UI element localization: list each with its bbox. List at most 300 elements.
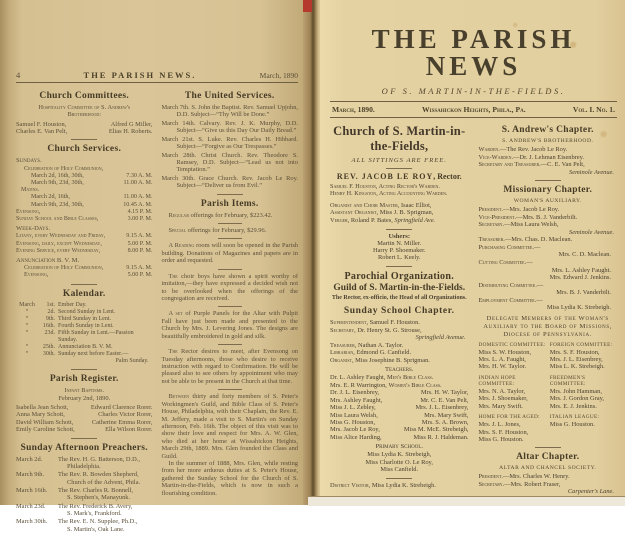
committee-names [479, 421, 546, 443]
service-dates: March 9th, 23d, 30th, [31, 201, 84, 208]
name-row [16, 121, 153, 128]
section-title-andrews: S. Andrew's Chapter. [501, 125, 594, 135]
officer-role: Secretary, [330, 326, 358, 334]
church-title: Church of S. Martin-in-the-Fields, [333, 124, 466, 153]
divider [386, 266, 412, 267]
committee-names [550, 388, 617, 410]
united-service-item: March 30th. Grace Church. Rev. Jacob Le Roy. Subject—“Deliver us from Evil.” [161, 174, 298, 190]
kalendar-item [16, 309, 153, 316]
divider [71, 139, 97, 140]
kalendar-item [16, 330, 153, 344]
officer-name: Nathan A. Taylor. [358, 341, 404, 349]
class-name: Women's Bible Class. [388, 381, 442, 389]
committee-header: DOMESTIC COMMITTEE: [478, 341, 546, 348]
name-row [16, 404, 153, 411]
officer-role: Secretary.— [478, 480, 511, 488]
preacher-item [16, 471, 153, 486]
officer-line [479, 297, 618, 305]
parish-item-paragraph [162, 273, 299, 303]
service-time: 9.15 A. M. [126, 233, 153, 240]
preacher-date: March 30th. [16, 518, 48, 526]
officer-line [479, 481, 618, 489]
committee-block-home-aged [479, 414, 546, 443]
officer-item [479, 473, 618, 481]
sunday-school-officers [330, 319, 469, 364]
kalendar-item [16, 302, 153, 309]
officer-role: President.— [478, 206, 510, 214]
name-right: Charles Victor Rorer, [98, 411, 153, 419]
divider [71, 369, 97, 370]
name-right: Alfred G Miller, [110, 120, 153, 128]
officer-name: Mrs. Charles W. Henry. [509, 473, 570, 481]
teacher-row [330, 404, 469, 411]
missionary-officers [479, 206, 618, 312]
kalendar-row [16, 302, 153, 309]
committee-names [479, 388, 546, 410]
officer-item [479, 236, 618, 244]
name-right: Ella Wilson Rorer. [105, 426, 153, 434]
red-binding-mark [303, 0, 312, 12]
preacher-item [16, 487, 153, 502]
officer-item [330, 357, 469, 365]
officer-line [330, 319, 469, 327]
staff-list [330, 202, 469, 225]
teacher-name: Dr. L. Ashley Faught, [330, 374, 387, 382]
preacher-date: March 9th. [16, 471, 45, 479]
preacher-body [58, 518, 153, 533]
right-col-2 [479, 121, 618, 504]
officer-address: Springfield Avenue. [415, 334, 466, 342]
preacher-item [16, 518, 153, 533]
kalendar-item [16, 316, 153, 323]
kalendar-desc: Ember Day. [58, 301, 87, 308]
united-service-item: March 14th. Calvary. Rev. J. K. Murphy, D.D. Subject—“Give us this Day Our Daily Bread.” [161, 119, 298, 135]
committee-member: Miss L. K. Strebeigh. [549, 363, 605, 371]
right-page-content [320, 0, 625, 504]
service-time: 8.00 P. M. [127, 247, 153, 254]
committee-block-freedmens [550, 375, 617, 410]
service-time: 11.00 A. M. [123, 180, 153, 187]
preacher-name: The Rev. R. Bowden Shepherd, [58, 471, 139, 479]
officer-line [479, 146, 618, 154]
district-visitor-role: District Visitor, [330, 481, 372, 489]
officer-role: Treasurer, [330, 341, 358, 349]
service-name: Celebration of Holy Communion, [24, 265, 104, 272]
district-visitor-line [330, 482, 469, 490]
kalendar-month-mark: “ [25, 344, 29, 351]
staff-role: Organist and Choir Master, [330, 201, 401, 209]
divider [71, 438, 97, 439]
altar-subtitle: ALTAR AND CHANCEL SOCIETY. [499, 465, 597, 472]
teacher-row [330, 412, 469, 419]
service-dates: March 9th, 23d, 30th, [31, 180, 84, 187]
officer-role: Librarian, [330, 349, 357, 357]
committee-member: Miss G. Houston. [549, 421, 595, 429]
name-right: Elias H. Roberts. [108, 128, 153, 136]
section-title-church-services: Church Services. [47, 144, 122, 155]
staff-name: Miss J. B. Sprigman, [379, 209, 434, 217]
missionary-subtitle: WOMAN'S AUXILIARY. [513, 198, 582, 205]
teacher-name: Mrs. E. R Warrington, [330, 381, 389, 389]
name-right: Catherine Emma Rorer, [91, 418, 153, 426]
divider [535, 180, 561, 181]
kalendar-month-mark: March [19, 301, 35, 308]
united-service-item: March 7th. S. John the Baptist. Rev. Samuel Upjohn, D.D. Subject—“Thy Will be Done.” [161, 104, 298, 119]
kalendar-day: 30th. [42, 351, 55, 358]
issue-date: March, 1890. [332, 105, 375, 114]
left-col-2 [162, 87, 299, 534]
divider [535, 447, 561, 448]
officer-line [479, 236, 618, 244]
primary-school-list [330, 451, 469, 474]
staff-name: Isaac Elliot, [401, 201, 432, 209]
officer-address: Seminole Avenue. [569, 168, 614, 176]
guild-title: Guild of S. Martin-in-the-Fields. [333, 282, 466, 293]
officer-name-right: Miss Lydia K. Strebeigh. [546, 304, 611, 312]
teacher-left: Mrs. Ashley Faught, [330, 396, 383, 404]
officer-role: Secretary.— [478, 221, 511, 229]
primary-teacher: Miss Charlotte O. Le Roy, [365, 458, 433, 466]
officer-name: Edmond G. Canfield. [356, 349, 412, 357]
teacher-left: Miss J. L. Zebley, [330, 404, 376, 412]
teacher-row [330, 426, 469, 433]
name-row [16, 128, 153, 135]
teacher-right: Mrs. J. L. Eisenbrey, [415, 404, 469, 412]
delegate-heading-line: Auxiliary to the Board of Missions, [483, 322, 613, 330]
service-line [16, 233, 153, 240]
officer-name: Dr. J. Lehman Eisenbrey. [519, 153, 585, 161]
kalendar-row [16, 330, 153, 344]
paragraph-lead: A Reading [168, 242, 195, 250]
kalendar-row [16, 351, 153, 358]
service-line [16, 265, 153, 272]
paragraph-body: offerings for February, $223.42. [188, 211, 273, 219]
service-time: 11.00 A. M. [123, 194, 153, 201]
name-left: Emily Caroline Schott, [16, 426, 75, 434]
committee-member: Miss S. W. Houston, [478, 348, 532, 356]
paragraph-body: thirty and forty members of S. Peter's Workingmen's Guild, and Bible Class of S. Peter's House, Philadelphia, with their Chaplain, the Rev. E. M. Jeffery, made a visit to S. Martin's on Sunday afternoon, Feb. 16th. The object of this visit was to show their love and respect for Mrs. A. W. Glen, who died at her home at Wissahickon Heights, March 29th, 1889. Mrs. Glen founded the Class and Guild. [161, 393, 298, 460]
services-weekdays-label: Week-Days. [16, 225, 51, 233]
usher-name: Martin N. Miller. [377, 239, 422, 247]
officer-item [479, 146, 618, 154]
officer-item [479, 481, 618, 496]
delegate-heading [479, 315, 618, 339]
kalendar-desc: Fourth Sunday in Lent. [58, 322, 114, 329]
left-page [0, 0, 306, 533]
officer-role: Vice-Warden.— [478, 153, 520, 161]
name-left: David William Schott, [16, 418, 74, 426]
staff-line [330, 202, 469, 210]
preacher-name: The Rev. Charles R. Bonnell, [58, 487, 134, 494]
staff-line [330, 217, 469, 225]
service-line [16, 248, 153, 255]
kalendar-item [16, 351, 153, 365]
running-title: THE PARISH NEWS. [83, 70, 197, 80]
andrews-officers [479, 146, 618, 176]
officer-item [479, 282, 618, 297]
service-line [16, 202, 153, 209]
officer-name: The Rev. Jacob Le Roy. [506, 146, 568, 153]
officer-line [479, 214, 618, 222]
united-service-item: March 21st. S. Luke. Rev. Charles H. Hibbard. Subject—“Forgive as Our Trespasses.” [161, 135, 298, 151]
committee-member: Mrs. John Hamman, [549, 387, 602, 395]
service-line [16, 194, 153, 201]
officer-item [479, 154, 618, 162]
committee-names [550, 349, 617, 371]
rector-ex-officio-note: The Rector, ex-officio, the Head of all Organizations. [331, 294, 467, 301]
ushers-label: Ushers: [388, 232, 411, 240]
officer-item [479, 244, 618, 259]
usher-name: Robert L. Keely. [377, 254, 421, 262]
officer-name: Miss Josephine B. Sprigman. [355, 356, 430, 364]
name-row [16, 419, 153, 426]
parish-item [162, 242, 299, 269]
district-visitor-name: Miss Lydia K. Strebeigh. [371, 481, 436, 489]
primary-teacher: Miss Canfield. [380, 466, 419, 474]
teacher-row [330, 389, 469, 396]
paragraph-body: room will soon be opened in the Parish building. Donations of Magazines and papers are in order and requested. [161, 242, 298, 265]
teacher-right: Miss R. J. Haldeman. [413, 433, 469, 441]
committee-member: Mrs. J. Gordon Gray, [549, 395, 605, 403]
section-title-parish-register: Parish Register. [49, 374, 119, 385]
united-service-item: March 28th. Christ Church. Rev. Theodore S. Ramsey, D.D. Subject—“Lead us not into Temptation.” [161, 151, 298, 174]
sittings-note: ALL SITTINGS ARE FREE. [351, 157, 447, 164]
annunciation-label: Annunciation B. V. M. [16, 256, 80, 264]
name-row [16, 426, 153, 433]
officer-item [330, 327, 469, 342]
service-time: 3.00 P. M. [127, 215, 153, 222]
preacher-date: March 23d. [16, 502, 46, 510]
name-row [16, 411, 153, 418]
preacher-body [58, 487, 153, 502]
section-title-parochial: Parochial Organization. [344, 270, 454, 282]
staff-address: Springfield Ave. [394, 216, 436, 224]
kalendar-desc: Fifth Sunday in Lent.—Passion Sunday. [58, 329, 134, 343]
teacher-right: Mrs. S. A. Brown, [421, 419, 469, 427]
officer-role: Distributing Committee.— [478, 281, 544, 289]
scanner-edge-strip [308, 496, 625, 506]
name-left: Samuel F. Houston, [16, 120, 67, 128]
teacher-right: Mrs. Mary Swift, [424, 411, 469, 419]
staff-role: Verger, [330, 216, 351, 224]
bible-class-lines [330, 374, 469, 389]
parish-items-list [162, 212, 299, 498]
officer-role: Secretary and Treasurer.— [478, 161, 548, 169]
page-number: 4 [16, 70, 21, 80]
officer-name: C. E. Van Pelt, [547, 161, 585, 169]
service-name: Litany, every Wednesday and Friday, [16, 233, 106, 240]
officer-item [330, 342, 469, 350]
service-line [16, 209, 153, 216]
running-date: March, 1890 [259, 71, 298, 80]
left-page-header [16, 70, 298, 80]
officer-name-right: Mrs. L. Ashley Faught. [551, 266, 611, 274]
preacher-item [16, 456, 153, 471]
parish-item-paragraph-2: In the summer of 1888, Mrs. Glen, while resting from her more arduous duties at S. Peter's House, gathered the Sunday School for the Church of S. Martin-in-the-Fields, which is now in such a flourishing condition. [161, 460, 298, 497]
primary-teacher: Miss Lydia K. Strebeigh, [367, 451, 432, 459]
kalendar-day: 2d. [47, 308, 55, 315]
teacher-row [330, 419, 469, 426]
officer-line [479, 259, 618, 267]
kalendar-month-mark: “ [25, 329, 29, 336]
committee-member: Mrs. H. W. Taylor. [478, 363, 527, 371]
parish-item [162, 393, 299, 497]
paragraph-lead: A set [168, 310, 183, 318]
parish-item [162, 348, 299, 390]
preacher-body [58, 456, 153, 471]
usher-name: Harry P. Shoemaker. [372, 246, 426, 254]
other-services [16, 209, 153, 223]
service-name: Evening Service, every Wednesday, [16, 247, 101, 254]
name-left: Anna Mary Schott, [16, 411, 65, 419]
committee-member: Miss G. Houston. [478, 435, 524, 443]
preacher-parish: Philadelphia. [67, 462, 101, 470]
kalendar-row [16, 323, 153, 330]
name-right: Edward Clarence Rorer. [90, 403, 153, 411]
divider [71, 284, 97, 285]
divider [386, 229, 412, 230]
parish-item [162, 273, 299, 308]
officer-name: Mrs. Jacob Le Roy. [509, 206, 560, 214]
kalendar-item [16, 323, 153, 330]
committee-name-rows [16, 121, 153, 136]
committee-header: FOREIGN COMMITTEE: [549, 341, 613, 348]
section-title-altar: Altar Chapter. [516, 452, 580, 463]
committee-header: ITALIAN LEAGUE: [549, 414, 600, 421]
officer-item [330, 319, 469, 327]
officer-item [479, 214, 618, 222]
united-services-list [162, 104, 299, 190]
class-name: Men's Bible Class. [386, 374, 434, 382]
teacher-right: Mrs. H. W. Taylor, [420, 389, 469, 397]
officer-name: Mrs. Robert Fraser, [510, 480, 561, 488]
officer-name: Samuel F. Houston. [369, 318, 420, 326]
committee-member: Mrs. N. A. Taylor, [478, 387, 526, 395]
officer-role: Employment Committee.— [478, 296, 543, 304]
preacher-date: March 2d. [16, 455, 43, 463]
issue-place: Wissahickon Heights, Phila., Pa. [422, 105, 526, 114]
communion-times [16, 173, 153, 187]
teacher-left: Mrs. Jacob Le Roy, [330, 426, 380, 434]
service-time: 7.30 A. M. [126, 172, 153, 179]
parish-item-paragraph [162, 242, 299, 264]
officer-item [479, 161, 618, 176]
parish-item [162, 310, 299, 345]
delegate-committees-grid [479, 342, 618, 444]
teacher-row [330, 397, 469, 404]
kalendar-desc: Annunciation B. V. M. [58, 344, 113, 351]
paragraph-lead: Between [168, 393, 190, 401]
section-title-preachers: Sunday Afternoon Preachers. [20, 442, 148, 453]
committee-header: INDIAN HOPE COMMITTEE: [478, 374, 516, 387]
teacher-left: Miss Alice Harding, [330, 433, 382, 441]
paragraph-lead: The [168, 348, 178, 356]
service-time: 4.15 P. M. [127, 208, 153, 215]
right-col-1 [330, 121, 469, 504]
staff-name: Roland P. Bates, [350, 216, 395, 224]
issue-volume: Vol. I. No. 1. [572, 105, 615, 114]
service-dates: March 2d, 16th, 30th, [31, 172, 84, 179]
officer-item [330, 349, 469, 357]
committee-names [479, 349, 546, 371]
officer-address: Carpenter's Lane. [567, 488, 614, 496]
officer-name-right: Mrs. B. J. Vanderbilt. [556, 289, 611, 297]
services-sundays-label: Sundays. [16, 157, 42, 165]
preacher-date: March 16th. [16, 487, 48, 494]
parish-item-paragraph [162, 348, 299, 385]
register-date: February 2nd, 1890. [58, 394, 111, 402]
paragraph-body: Rector desires to meet, after Evensong on Tuesday afternoons, those who desire to receive instruction with regard to Confirmation. He will be pleased also to see others by appointment who may not be able to be present in the Church at that time. [161, 348, 298, 385]
kalendar-list [16, 302, 153, 366]
service-name: Evensong, daily, except Wednesday, [16, 240, 102, 247]
rector-line [330, 172, 469, 181]
committee-member: Mrs. J. L. Eisenbrey, [549, 355, 603, 363]
committee-member: Mrs. L. A. Faught, [478, 355, 526, 363]
masthead-subtitle: OF S. MARTIN-IN-THE-FIELDS. [381, 86, 566, 96]
kalendar-desc-2: Palm Sunday. [115, 358, 149, 365]
committee-member: Mrs. S. F. Houston, [478, 428, 529, 436]
service-line [16, 241, 153, 248]
officer-name-right-2: Mrs. Edward J. Jenkins. [549, 274, 611, 282]
preacher-body [58, 471, 153, 486]
andrews-subtitle: S. ANDREW'S BROTHERHOOD. [502, 138, 594, 144]
committee-subtitle: Hospitality Committee of S. Andrew's [38, 104, 131, 111]
section-title-church-committees: Church Committees. [39, 91, 130, 101]
section-title-united-services: The United Services. [184, 91, 275, 101]
teacher-left: Dr. J. L. Eisenbrey, [330, 389, 380, 397]
paragraph-body: offerings for February, $29.96. [186, 227, 267, 235]
teachers-label: Teachers. [385, 366, 414, 374]
officer-line [479, 154, 618, 162]
kalendar-month-mark: “ [25, 322, 29, 329]
divider [217, 194, 243, 195]
paragraph-lead: Special [168, 227, 187, 235]
service-name: Evensong, [24, 272, 49, 279]
committee-member: Mrs. J. Shoemaker, [478, 395, 528, 403]
register-subtitle: Infant Baptisms. [64, 387, 105, 395]
annunciation-services [16, 265, 153, 279]
section-title-missionary: Missionary Chapter. [503, 185, 593, 196]
paragraph-body: choir boys have shown a spirit worthy of imitation,—they have expressed a decided wish not to be overlooked when the offerings of the congregation are received. [161, 272, 298, 303]
officer-address: Seminole Avenue. [569, 228, 614, 236]
officer-item [479, 297, 618, 312]
service-dates: March 2d, 16th, [31, 194, 70, 201]
committee-member: Mrs. Mary Swift. [478, 402, 523, 410]
teacher-right: Mr. C. E. Van Pelt, [420, 396, 469, 404]
name-left: Isabella Jean Schott, [16, 403, 69, 411]
officer-name-right: Mrs. C. D. Maclean. [558, 251, 611, 259]
kalendar-day: 25th. [42, 344, 55, 351]
warden-line: Henry H. Kingston, Acting Accounting Warden. [330, 190, 448, 198]
divider [386, 168, 412, 169]
matins-times [16, 194, 153, 208]
officer-name: Dr. Henry St. G. Strouse, [357, 326, 422, 334]
preacher-body [58, 503, 153, 518]
officer-line [479, 473, 618, 481]
officer-item [479, 221, 618, 236]
staff-role: Assistant Organist, [330, 209, 380, 217]
service-line [16, 216, 153, 223]
book-spine-gutter [303, 0, 321, 505]
section-title-kalendar: Kalendar. [62, 288, 106, 299]
kalendar-day: 23d. [44, 329, 55, 336]
committee-header: FREEDMEN'S COMMITTEE: [549, 374, 586, 387]
parish-item-paragraph [162, 227, 299, 234]
left-page-columns [16, 87, 298, 534]
right-page-columns [330, 121, 617, 504]
teacher-row [330, 434, 469, 441]
bible-class-line [330, 374, 469, 382]
